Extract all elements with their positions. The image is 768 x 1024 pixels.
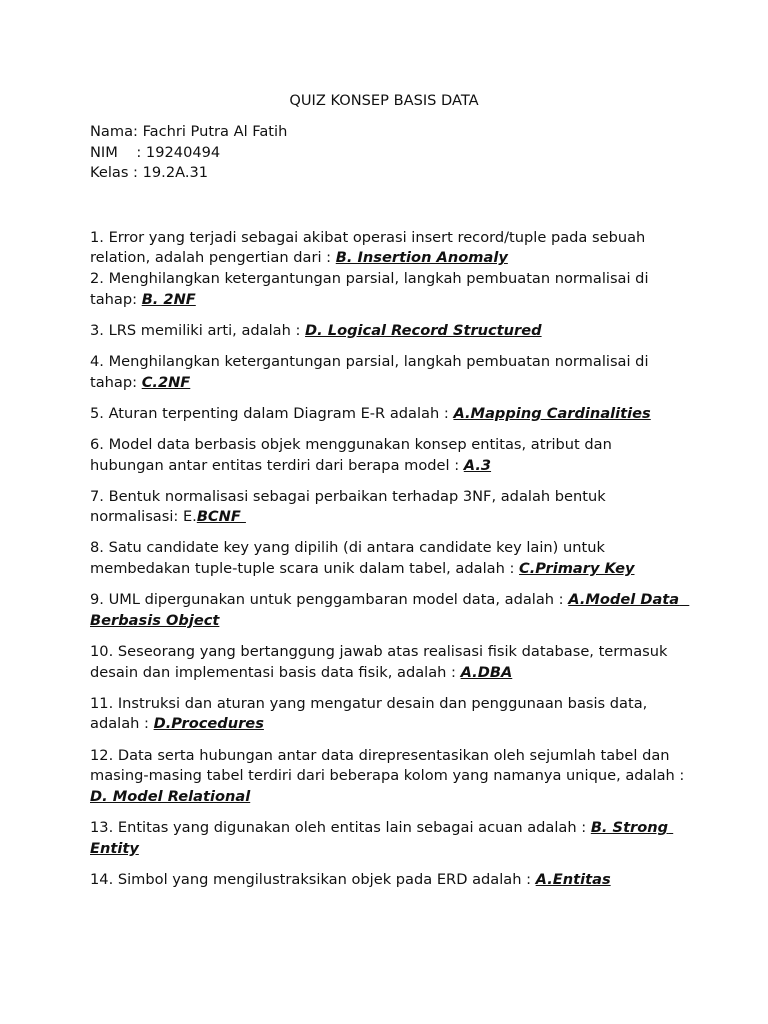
- question-list: [90, 228, 690, 891]
- question-text: 14. Simbol yang mengilustraksikan objek pada ERD adalah :: [90, 870, 536, 888]
- question-14: [90, 870, 690, 891]
- question-9: [90, 590, 690, 631]
- question-text: 4. Menghilangkan ketergantungan parsial, langkah pembuatan normalisai di tahap:: [90, 352, 649, 391]
- answer: A.Model Data Berbasis Object: [90, 591, 690, 629]
- answer: A.DBA: [460, 663, 513, 681]
- question-text: 13. Entitas yang digunakan oleh entitas lain sebagai acuan adalah :: [90, 818, 591, 836]
- question-text: 6. Model data berbasis objek menggunakan konsep entitas, atribut dan hubungan antar entitas terdiri dari berapa model :: [90, 435, 612, 474]
- student-info: [90, 122, 690, 184]
- student-class: Kelas : 19.2A.31: [90, 164, 209, 182]
- question-text: 7. Bentuk normalisasi sebagai perbaikan terhadap 3NF, adalah bentuk normalisasi: E.: [90, 487, 606, 526]
- question-7: [90, 487, 690, 528]
- question-10: [90, 642, 690, 683]
- question-text: 10. Seseorang yang bertanggung jawab atas realisasi fisik database, termasuk desain dan implementasi basis data fisik, adalah :: [90, 643, 668, 681]
- answer: B. Insertion Anomaly: [335, 249, 508, 267]
- question-6: [90, 435, 690, 476]
- answer: A.Entitas: [535, 870, 611, 888]
- answer: D. Logical Record Structured: [305, 321, 542, 339]
- answer: B. Strong Entity: [90, 818, 674, 857]
- question-text: 8. Satu candidate key yang dipilih (di antara candidate key lain) untuk membedakan tuple-tuple scara unik dalam tabel, adalah :: [90, 539, 605, 578]
- document-page: [90, 88, 690, 901]
- question-1: [90, 228, 690, 269]
- question-text: 11. Instruksi dan aturan yang mengatur desain dan penggunaan basis data, adalah :: [90, 694, 648, 733]
- answer: A.3: [463, 456, 492, 474]
- question-text: 2. Menghilangkan ketergantungan parsial, langkah pembuatan normalisai di tahap:: [90, 269, 649, 308]
- question-8: [90, 538, 690, 579]
- student-name: Nama: Fachri Putra Al Fatih: [90, 123, 288, 140]
- question-11: [90, 694, 690, 735]
- question-text: 5. Aturan terpenting dalam Diagram E-R adalah :: [90, 404, 454, 422]
- answer: BCNF: [196, 508, 246, 526]
- student-nim: NIM : 19240494: [90, 143, 221, 161]
- answer: C.2NF: [141, 373, 191, 391]
- answer: A.Mapping Cardinalities: [453, 404, 651, 422]
- question-3: [90, 321, 690, 342]
- document-title: QUIZ KONSEP BASIS DATA: [289, 92, 479, 109]
- question-12: [90, 746, 690, 808]
- question-2: [90, 269, 690, 310]
- question-text: 1. Error yang terjadi sebagai akibat operasi insert record/tuple pada sebuah relation, adalah pengertian dari :: [90, 228, 646, 267]
- question-5: [90, 404, 690, 425]
- question-text: 3. LRS memiliki arti, adalah :: [90, 321, 306, 339]
- answer: B. 2NF: [141, 290, 196, 308]
- question-4: [90, 352, 690, 393]
- answer: D.Procedures: [153, 715, 264, 733]
- answer: C.Primary Key: [519, 560, 635, 578]
- question-text: 12. Data serta hubungan antar data direpresentasikan oleh sejumlah tabel dan masing-masing tabel terdiri dari beberapa kolom yang namanya unique, adalah :: [90, 746, 685, 785]
- question-13: [90, 818, 690, 859]
- answer: D. Model Relational: [90, 787, 251, 805]
- question-text: 9. UML dipergunakan untuk penggambaran model data, adalah :: [90, 591, 569, 609]
